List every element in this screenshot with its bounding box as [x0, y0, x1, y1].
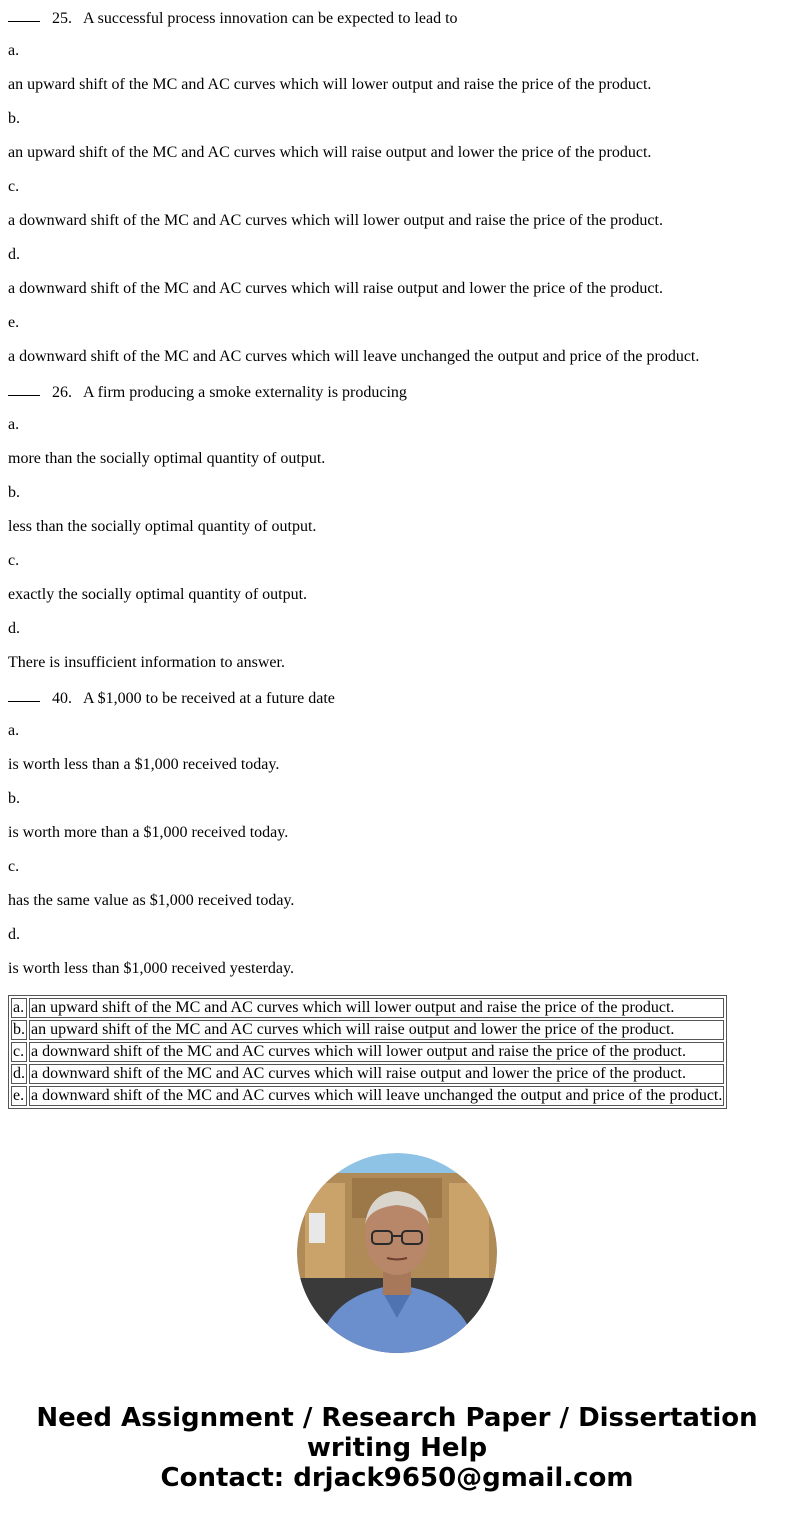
option-letter: b.: [8, 790, 20, 807]
option-text: is worth less than a $1,000 received today.: [8, 756, 280, 773]
question-number: 40.: [52, 690, 72, 707]
table-cell-letter: e.: [11, 1086, 27, 1106]
table-cell-letter: b.: [13, 1021, 25, 1038]
option-text: a downward shift of the MC and AC curves which will leave unchanged the output and price of the product.: [8, 348, 700, 365]
question-number: 26.: [52, 384, 72, 401]
option-letter: c.: [8, 178, 20, 195]
option-letter: c.: [8, 858, 20, 875]
option-text: is worth more than a $1,000 received today.: [8, 824, 289, 841]
table-row: [11, 998, 724, 1018]
option-text: There is insufficient information to answer.: [8, 654, 285, 671]
question-stem: [8, 0, 788, 34]
option-letter: a.: [8, 722, 20, 739]
option-text: more than the socially optimal quantity of output.: [8, 450, 326, 467]
option-letter: a.: [8, 416, 20, 433]
options-table: [8, 995, 727, 1109]
option-letter: d.: [8, 926, 20, 943]
document-body: [8, 0, 788, 1109]
option-letter: b.: [8, 484, 20, 501]
table-row: [11, 1042, 724, 1062]
option-letter: a.: [8, 42, 20, 59]
question-text: A $1,000 to be received at a future date: [83, 690, 335, 707]
option-letter: c.: [8, 552, 20, 569]
question-number: 25.: [52, 10, 72, 27]
option-letter: d.: [8, 246, 20, 263]
question-text: A successful process innovation can be expected to lead to: [83, 10, 458, 27]
answer-blank: [8, 679, 40, 702]
table-row: [11, 1086, 724, 1106]
table-cell-text: an upward shift of the MC and AC curves which will raise output and lower the price of the product.: [29, 1020, 724, 1040]
table-cell-text: a downward shift of the MC and AC curves which will leave unchanged the output and price of the product.: [31, 1087, 723, 1104]
contact-email: Contact: drjack9650@gmail.com: [160, 1463, 634, 1493]
option-letter: d.: [8, 620, 20, 637]
contact-footer: [0, 1403, 794, 1493]
table-cell-letter: c.: [11, 1042, 27, 1062]
option-text: an upward shift of the MC and AC curves which will raise output and lower the price of the product.: [8, 144, 652, 161]
footer-line: Need Assignment / Research Paper / Dissertation: [36, 1403, 758, 1433]
option-letter: e.: [8, 314, 20, 331]
option-text: exactly the socially optimal quantity of output.: [8, 586, 308, 603]
table-cell-text: an upward shift of the MC and AC curves which will lower output and raise the price of the product.: [29, 998, 724, 1018]
question-stem: [8, 680, 788, 714]
table-cell-letter: d.: [13, 1065, 25, 1082]
table-row: [11, 1064, 724, 1084]
table-cell-letter: a.: [11, 998, 27, 1018]
footer-line: writing Help: [306, 1433, 488, 1463]
option-text: an upward shift of the MC and AC curves which will lower output and raise the price of the product.: [8, 76, 652, 93]
option-letter: b.: [8, 110, 20, 127]
answer-blank: [8, 0, 40, 22]
table-cell-text: a downward shift of the MC and AC curves which will raise output and lower the price of the product.: [29, 1064, 724, 1084]
table-cell-text: a downward shift of the MC and AC curves which will lower output and raise the price of the product.: [29, 1042, 724, 1062]
option-text: less than the socially optimal quantity of output.: [8, 518, 317, 535]
answer-blank: [8, 373, 40, 396]
table-row: [11, 1020, 724, 1040]
option-text: is worth less than $1,000 received yesterday.: [8, 960, 294, 977]
avatar: [297, 1153, 497, 1353]
option-text: a downward shift of the MC and AC curves which will lower output and raise the price of the product.: [8, 212, 663, 229]
option-text: a downward shift of the MC and AC curves which will raise output and lower the price of the product.: [8, 280, 663, 297]
option-text: has the same value as $1,000 received today.: [8, 892, 295, 909]
question-stem: [8, 374, 788, 408]
question-text: A firm producing a smoke externality is producing: [83, 384, 407, 401]
portrait-image: [297, 1153, 497, 1353]
